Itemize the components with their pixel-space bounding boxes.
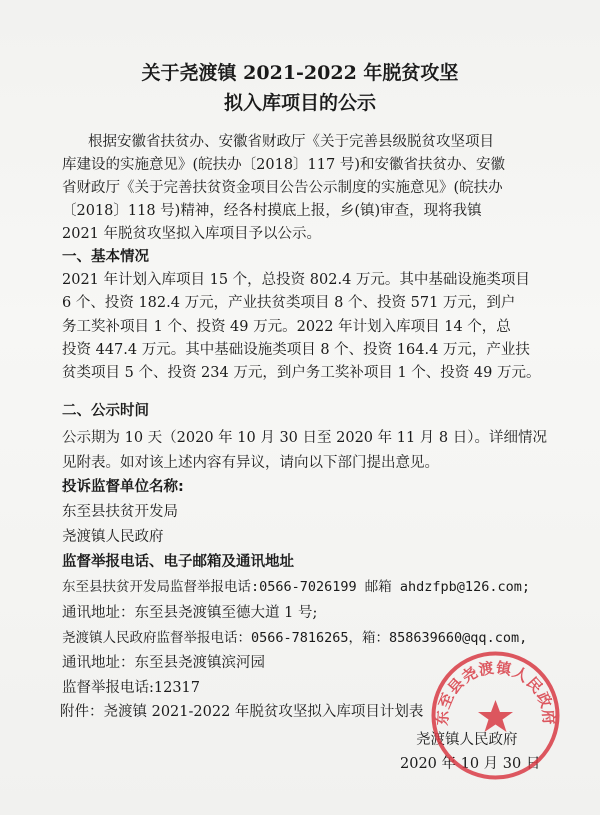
intro-line: 库建设的实施意见》(皖扶办〔2018〕117 号)和安徽省扶贫办、安徽 — [62, 157, 505, 173]
svg-text:东至县尧渡镇人民政府 — [433, 659, 558, 727]
section2-line: 见附表。如对该上述内容有异议，请向以下部门提出意见。 — [62, 455, 439, 471]
seal-text: 东至县尧渡镇人民政府 — [433, 658, 558, 727]
section1-line: 贫类项目 5 个、投资 234 万元，到户务工奖补项目 1 个、投资 49 万元。 — [62, 365, 541, 381]
document-title-line1: 关于尧渡镇 2021-2022 年脱贫攻坚 — [141, 62, 459, 84]
contact-line: 监督举报电话:12317 — [62, 680, 201, 696]
intro-line: 省财政厅《关于完善扶贫资金项目公告公示制度的实施意见》(皖扶办 — [62, 180, 503, 196]
section1-line: 2021 年计划入库项目 15 个，总投资 802.4 万元。其中基础设施类项目 — [62, 272, 530, 288]
section2-line: 公示期为 10 天（2020 年 10 月 30 日至 2020 年 11 月 8 日）。详细情况 — [62, 430, 547, 446]
complaint-heading: 投诉监督单位名称: — [62, 479, 184, 495]
signature-org: 尧渡镇人民政府 — [416, 732, 518, 748]
section-heading-basic: 一、基本情况 — [62, 249, 149, 265]
contact-line: 东至县扶贫开发局监督举报电话:0566-7026199 邮箱 ahdzfpb@126.com; — [62, 579, 530, 595]
intro-line: 2021 年脱贫攻坚拟入库项目予以公示。 — [62, 226, 322, 242]
document-title-line2: 拟入库项目的公示 — [223, 92, 376, 114]
star-icon — [478, 700, 513, 732]
section1-line: 务工奖补项目 1 个、投资 49 万元。2022 年计划入库项目 14 个，总 — [62, 319, 511, 335]
signature-date: 2020 年 10 月 30 日 — [400, 756, 541, 772]
intro-line: 〔2018〕118 号)精神，经各村摸底上报，乡(镇)审查，现将我镇 — [62, 203, 482, 219]
section1-line: 投资 447.4 万元。其中基础设施类项目 8 个、投资 164.4 万元，产业扶 — [62, 342, 530, 358]
contact-line: 通讯地址：东至县尧渡镇滨河园 — [62, 655, 265, 671]
complaint-unit: 东至县扶贫开发局 — [62, 504, 178, 520]
contact-line: 尧渡镇人民政府监督举报电话：0566-7816265，箱：858639660@qq.com, — [62, 630, 528, 646]
section1-line: 6 个、投资 182.4 万元，产业扶贫类项目 8 个、投资 571 万元，到户 — [62, 295, 516, 311]
attachment-note: 附件：尧渡镇 2021-2022 年脱贫攻坚拟入库项目计划表 — [60, 704, 424, 720]
contact-heading: 监督举报电话、电子邮箱及通讯地址 — [62, 554, 294, 570]
section-heading-period: 二、公示时间 — [62, 403, 149, 419]
contact-line: 通讯地址：东至县尧渡镇至德大道 1 号; — [62, 605, 318, 621]
complaint-unit: 尧渡镇人民政府 — [62, 529, 164, 545]
intro-line: 根据安徽省扶贫办、安徽省财政厅《关于完善县级脱贫攻坚项目 — [88, 134, 494, 150]
